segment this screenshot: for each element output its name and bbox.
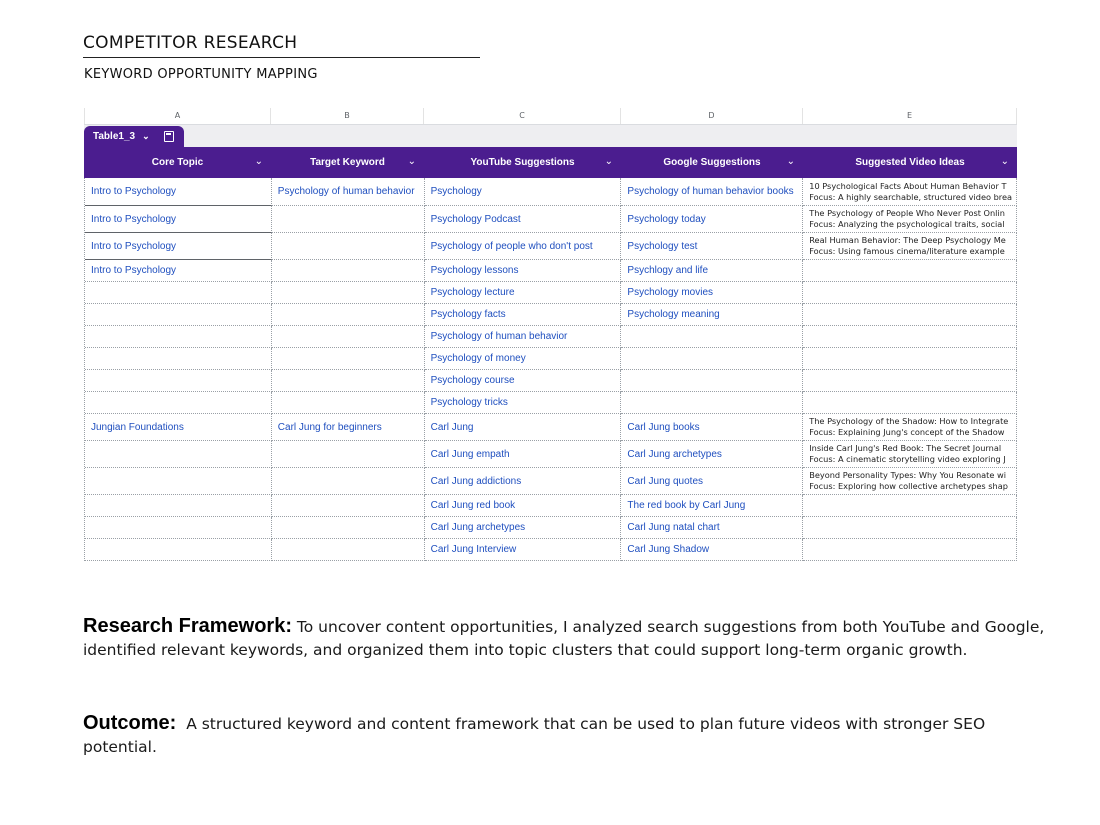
cell-youtube[interactable]: Carl Jung empath [425, 441, 622, 468]
cell-core[interactable]: Jungian Foundations [85, 414, 272, 441]
video-idea-focus: Focus: A cinematic storytelling video exploring J [809, 454, 1006, 464]
video-idea-focus: Focus: Explaining Jung's concept of the Shadow [809, 427, 1005, 437]
outcome-label: Outcome: [83, 712, 177, 734]
outcome-text: A structured keyword and content framework that can be used to plan future videos with stronger SEO potential. [83, 715, 986, 756]
cell-core[interactable] [85, 441, 272, 468]
cell-target[interactable] [272, 326, 425, 348]
cell-video-idea[interactable] [803, 441, 1017, 468]
column-letter[interactable]: E [803, 108, 1017, 124]
cell-youtube[interactable]: Carl Jung [425, 414, 622, 441]
chevron-down-icon[interactable]: ⌄ [604, 156, 613, 167]
cell-youtube[interactable]: Psychology of money [425, 348, 622, 370]
spreadsheet [84, 108, 1017, 561]
cell-google[interactable]: Psychology test [621, 233, 803, 260]
cell-youtube[interactable]: Psychology [425, 178, 622, 206]
cell-core[interactable] [85, 282, 272, 304]
cell-target[interactable] [272, 441, 425, 468]
table-row [85, 370, 1017, 392]
video-idea-title: The Psychology of the Shadow: How to Integrate [809, 416, 1009, 426]
chevron-down-icon[interactable]: ⌄ [1000, 156, 1009, 167]
column-header-label: Target Keyword [310, 157, 385, 168]
column-letter[interactable]: B [271, 108, 424, 124]
cell-target[interactable] [272, 304, 425, 326]
table-tab-bar [84, 125, 1017, 147]
table-row [85, 495, 1017, 517]
cell-youtube[interactable]: Carl Jung Interview [425, 539, 622, 561]
table-row [85, 326, 1017, 348]
cell-target[interactable] [272, 392, 425, 414]
research-framework-paragraph [83, 615, 1058, 662]
cell-youtube[interactable]: Carl Jung red book [425, 495, 622, 517]
column-letter[interactable]: A [84, 108, 271, 124]
cell-google[interactable]: Psychology meaning [621, 304, 803, 326]
cell-video-idea[interactable] [803, 304, 1017, 326]
cell-target[interactable] [272, 517, 425, 539]
table-row [85, 414, 1017, 441]
table-row [85, 517, 1017, 539]
cell-core[interactable] [85, 468, 272, 495]
cell-google[interactable]: Carl Jung archetypes [621, 441, 803, 468]
cell-target[interactable] [272, 233, 425, 260]
cell-target[interactable] [272, 206, 425, 233]
cell-google[interactable]: Carl Jung natal chart [621, 517, 803, 539]
cell-video-idea[interactable] [803, 468, 1017, 495]
cell-video-idea[interactable] [803, 206, 1017, 233]
cell-youtube[interactable]: Psychology facts [425, 304, 622, 326]
cell-video-idea[interactable] [803, 326, 1017, 348]
table-row [85, 468, 1017, 495]
table-row [85, 441, 1017, 468]
research-framework-text: To uncover content opportunities, I analyzed search suggestions from both YouTube and Google, identified relevant keywords, and organized them into topic clusters that could support long-term organic growth. [83, 618, 1045, 659]
research-framework-label: Research Framework: [83, 615, 292, 637]
cell-youtube[interactable]: Psychology course [425, 370, 622, 392]
cell-video-idea[interactable] [803, 495, 1017, 517]
cell-target[interactable]: Carl Jung for beginners [272, 414, 425, 441]
table-row [85, 282, 1017, 304]
video-idea-focus: Focus: A highly searchable, structured video brea [809, 191, 1013, 202]
cell-core[interactable] [85, 495, 272, 517]
cell-video-idea[interactable] [803, 348, 1017, 370]
cell-youtube[interactable]: Carl Jung addictions [425, 468, 622, 495]
cell-video-idea[interactable] [803, 517, 1017, 539]
table-row [85, 304, 1017, 326]
cell-target[interactable] [272, 468, 425, 495]
cell-google[interactable] [621, 370, 803, 392]
cell-google[interactable] [621, 392, 803, 414]
column-header[interactable] [84, 147, 271, 178]
cell-video-idea[interactable] [803, 282, 1017, 304]
column-header[interactable] [621, 147, 803, 178]
cell-core[interactable] [85, 304, 272, 326]
cell-youtube[interactable]: Psychology tricks [425, 392, 622, 414]
document-title: COMPETITOR RESEARCH [83, 33, 480, 58]
cell-youtube[interactable]: Psychology Podcast [425, 206, 622, 233]
table-row [85, 348, 1017, 370]
calculator-icon[interactable] [164, 131, 174, 142]
cell-core[interactable] [85, 326, 272, 348]
cell-core[interactable] [85, 348, 272, 370]
cell-google[interactable]: Psychlogy and life [621, 260, 803, 282]
video-idea-focus: Focus: Using famous cinema/literature example [809, 246, 1005, 256]
column-letter[interactable]: D [621, 108, 803, 124]
table-name-chip[interactable] [84, 126, 184, 147]
cell-core[interactable] [85, 539, 272, 561]
cell-video-idea[interactable] [803, 178, 1017, 206]
cell-youtube[interactable]: Psychology lessons [425, 260, 622, 282]
video-idea-title: The Psychology of People Who Never Post Onlin [809, 208, 1005, 218]
outcome-paragraph [83, 712, 1058, 759]
video-idea-title: Inside Carl Jung's Red Book: The Secret Journal [809, 443, 1002, 453]
cell-video-idea[interactable] [803, 414, 1017, 441]
cell-core[interactable] [85, 517, 272, 539]
video-idea-title: Real Human Behavior: The Deep Psychology Me [809, 235, 1006, 245]
chevron-down-icon[interactable]: ⌄ [142, 131, 150, 141]
cell-target[interactable] [272, 260, 425, 282]
column-header[interactable] [424, 147, 621, 178]
cell-google[interactable]: Carl Jung Shadow [621, 539, 803, 561]
cell-youtube[interactable]: Psychology of human behavior [425, 326, 622, 348]
cell-core[interactable]: Intro to Psychology [85, 260, 272, 282]
document-subtitle: KEYWORD OPPORTUNITY MAPPING [84, 67, 318, 82]
cell-google[interactable] [621, 348, 803, 370]
cell-video-idea[interactable] [803, 233, 1017, 260]
table-body [84, 178, 1017, 561]
table-row [85, 260, 1017, 282]
cell-video-idea[interactable] [803, 370, 1017, 392]
column-header-label: YouTube Suggestions [470, 157, 575, 168]
cell-youtube[interactable]: Psychology lecture [425, 282, 622, 304]
table-row [85, 233, 1017, 260]
cell-core[interactable] [85, 392, 272, 414]
cell-core[interactable]: Intro to Psychology [85, 206, 272, 233]
table-row [85, 178, 1017, 206]
cell-target[interactable] [272, 282, 425, 304]
cell-target[interactable] [272, 495, 425, 517]
cell-google[interactable]: Psychology today [621, 206, 803, 233]
table-name: Table1_3 [93, 131, 136, 142]
chevron-down-icon[interactable]: ⌄ [407, 156, 416, 167]
cell-google[interactable]: Psychology of human behavior books [621, 178, 803, 206]
cell-target[interactable] [272, 370, 425, 392]
chevron-down-icon[interactable]: ⌄ [254, 156, 263, 167]
chevron-down-icon[interactable]: ⌄ [786, 156, 795, 167]
cell-target[interactable] [272, 539, 425, 561]
column-letter-bar [84, 108, 1017, 125]
cell-video-idea[interactable] [803, 392, 1017, 414]
cell-core[interactable]: Intro to Psychology [85, 178, 272, 206]
cell-youtube[interactable]: Carl Jung archetypes [425, 517, 622, 539]
cell-video-idea[interactable] [803, 539, 1017, 561]
cell-google[interactable]: The red book by Carl Jung [621, 495, 803, 517]
cell-google[interactable] [621, 326, 803, 348]
video-idea-focus: Focus: Exploring how collective archetypes shap [809, 481, 1008, 491]
cell-core[interactable]: Intro to Psychology [85, 233, 272, 260]
video-idea-title: 10 Psychological Facts About Human Behavior T [809, 180, 1007, 191]
column-header-label: Google Suggestions [663, 157, 761, 168]
cell-google[interactable]: Carl Jung books [621, 414, 803, 441]
video-idea-title: Beyond Personality Types: Why You Resonate wi [809, 470, 1007, 480]
cell-video-idea[interactable] [803, 260, 1017, 282]
table-row [85, 539, 1017, 561]
column-header-label: Suggested Video Ideas [855, 157, 965, 168]
column-header[interactable] [271, 147, 424, 178]
cell-youtube[interactable]: Psychology of people who don't post [425, 233, 622, 260]
cell-target[interactable]: Psychology of human behavior [272, 178, 425, 206]
cell-target[interactable] [272, 348, 425, 370]
cell-google[interactable]: Psychology movies [621, 282, 803, 304]
video-idea-focus: Focus: Analyzing the psychological traits, social [809, 219, 1005, 229]
column-header[interactable] [803, 147, 1017, 178]
column-header-label: Core Topic [151, 157, 204, 168]
cell-core[interactable] [85, 370, 272, 392]
cell-google[interactable]: Carl Jung quotes [621, 468, 803, 495]
table-header-row [84, 147, 1017, 178]
table-row [85, 392, 1017, 414]
column-letter[interactable]: C [424, 108, 621, 124]
table-row [85, 206, 1017, 233]
